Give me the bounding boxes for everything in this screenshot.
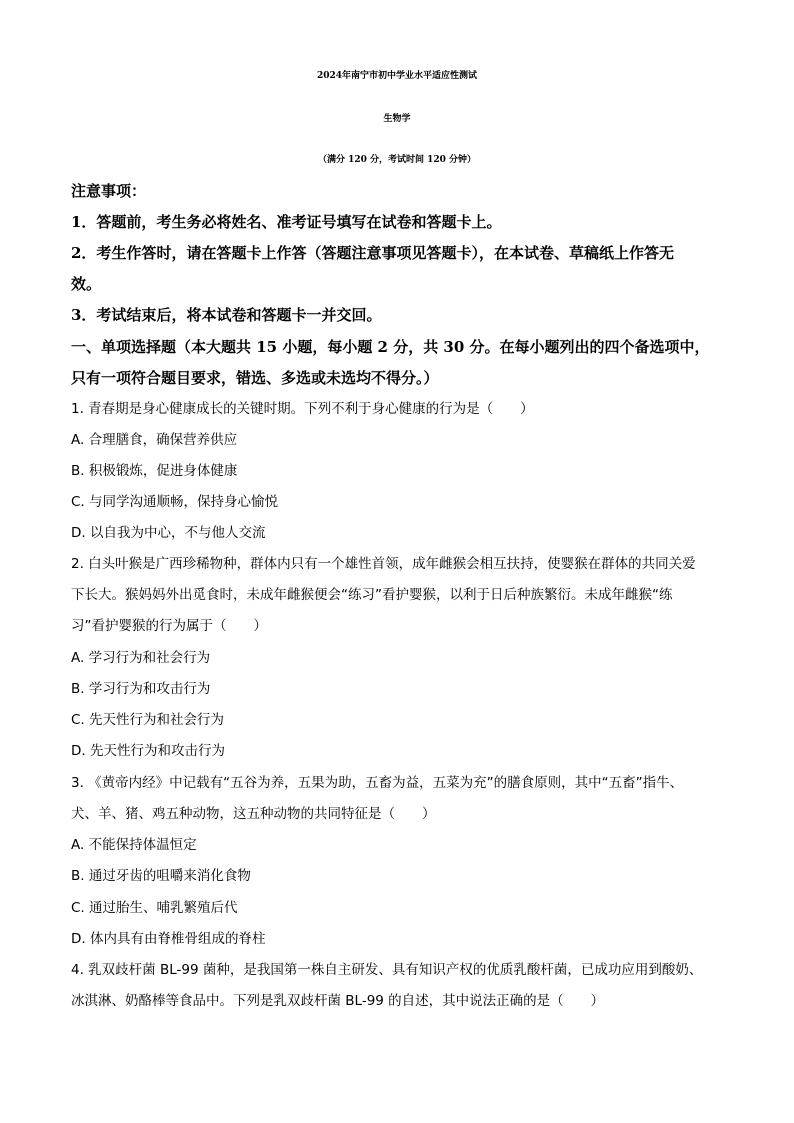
question-1-option-d: D. 以自我为中心，不与他人交流 bbox=[71, 525, 266, 541]
exam-title: 2024年南宁市初中学业水平适应性测试 bbox=[316, 71, 478, 81]
subject-title: 生物学 bbox=[383, 114, 411, 124]
question-2-stem-line-3: 习”看护婴猴的行为属于（ ） bbox=[71, 618, 267, 634]
question-2-stem-line-2: 下长大。猴妈妈外出觅食时，未成年雌猴便会“练习”看护婴猴，以利于日后种族繁衍。未成年雌猴“练 bbox=[71, 587, 673, 603]
section-1-heading-line-2: 只有一项符合题目要求，错选、多选或未选均不得分。） bbox=[71, 369, 439, 387]
notice-heading: 注意事项： bbox=[71, 182, 147, 200]
notice-item-2-line-1: 2．考生作答时，请在答题卡上作答（答题注意事项见答题卡），在本试卷、草稿纸上作答无 bbox=[71, 244, 674, 262]
question-1-stem: 1. 青春期是身心健康成长的关键时期。下列不利于身心健康的行为是（ ） bbox=[71, 401, 534, 417]
question-2-option-a: A. 学习行为和社会行为 bbox=[71, 650, 211, 666]
notice-item-3: 3．考试结束后，将本试卷和答题卡一并交回。 bbox=[71, 306, 382, 324]
question-2-stem-line-1: 2. 白头叶猴是广西珍稀物种，群体内只有一个雄性首领，成年雌猴会相互扶持，使婴猴在群体的共同关爱 bbox=[71, 556, 696, 572]
question-2-option-c: C. 先天性行为和社会行为 bbox=[71, 712, 225, 728]
question-1-option-c: C. 与同学沟通顺畅，保持身心愉悦 bbox=[71, 494, 279, 510]
question-1-option-a: A. 合理膳食，确保营养供应 bbox=[71, 432, 238, 448]
question-3-stem-line-1: 3. 《黄帝内经》中记载有“五谷为养，五果为助，五畜为益，五菜为充”的膳食原则，其中“五畜”指牛、 bbox=[71, 775, 684, 791]
question-4-stem-line-2: 冰淇淋、奶酪棒等食品中。下列是乳双歧杆菌 BL-99 的自述，其中说法正确的是（ ） bbox=[71, 993, 605, 1009]
notice-item-1: 1．答题前，考生务必将姓名、准考证号填写在试卷和答题卡上。 bbox=[71, 213, 502, 231]
question-3-option-d: D. 体内具有由脊椎骨组成的脊柱 bbox=[71, 931, 266, 947]
section-1-heading-line-1: 一、单项选择题（本大题共 15 小题，每小题 2 分，共 30 分。在每小题列出的四个备选项中， bbox=[71, 338, 710, 356]
question-3-option-a: A. 不能保持体温恒定 bbox=[71, 837, 197, 853]
question-3-option-b: B. 通过牙齿的咀嚼来消化食物 bbox=[71, 868, 251, 884]
question-1-option-b: B. 积极锻炼，促进身体健康 bbox=[71, 463, 238, 479]
notice-item-2-line-2: 效。 bbox=[71, 275, 102, 293]
question-3-stem-line-2: 犬、羊、猪、鸡五种动物，这五种动物的共同特征是（ ） bbox=[71, 806, 436, 822]
question-2-option-b: B. 学习行为和攻击行为 bbox=[71, 681, 211, 697]
question-2-option-d: D. 先天性行为和攻击行为 bbox=[71, 743, 225, 759]
question-3-option-c: C. 通过胎生、哺乳繁殖后代 bbox=[71, 900, 238, 916]
exam-info: （满分 120 分，考试时间 120 分钟） bbox=[317, 155, 477, 165]
question-4-stem-line-1: 4. 乳双歧杆菌 BL-99 菌种，是我国第一株自主研发、具有知识产权的优质乳酸杆菌，已成功应用到酸奶、 bbox=[71, 962, 703, 978]
